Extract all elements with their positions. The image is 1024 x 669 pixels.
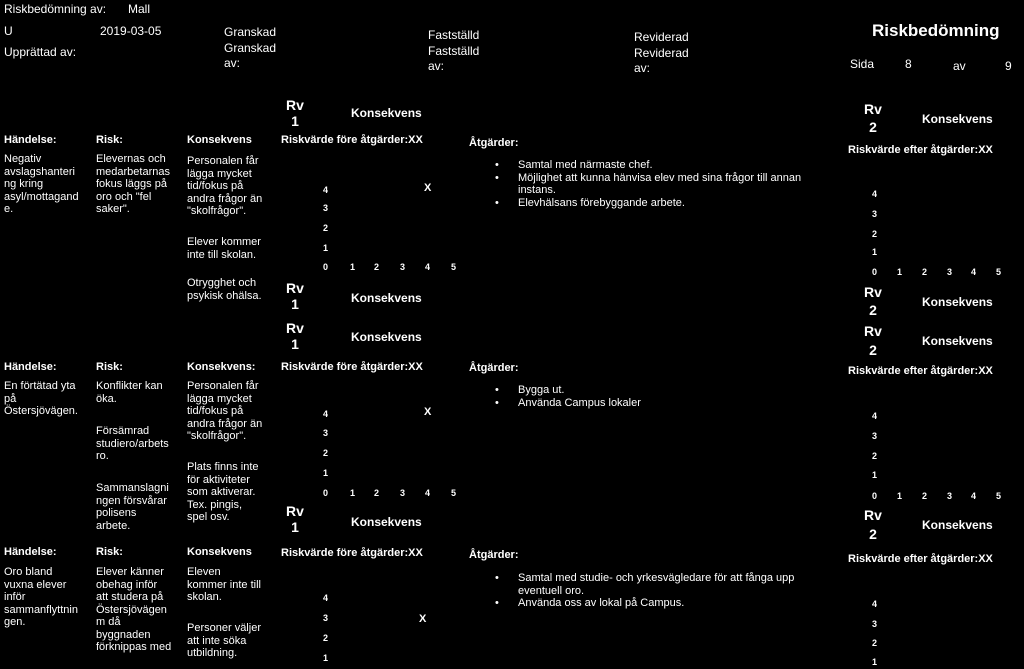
handelse-cell: Negativ avslagshanteri ng kring asyl/mottagand e. [4,153,79,215]
konsekvens-label: Konsekvens [351,515,422,529]
matrix-y-tick: 2 [872,451,878,461]
atgarder-item: • Samtal med närmaste chef. [488,159,818,172]
konsekvens-cell: Personalen får lägga mycket tid/fokus på andra frågor än "skolfrågor". [187,380,263,442]
risk-header: Risk: [96,134,123,146]
matrix-y-tick: 4 [872,599,878,609]
atgarder-item: • Bygga ut. [488,384,818,397]
rv1-number: 1 [291,519,299,535]
atgarder-item: • Samtal med studie- och yrkesvägledare för att fånga upp eventuell oro. [488,572,818,597]
matrix-x-tick: 3 [400,488,406,498]
risk-marker-x: X [424,182,432,194]
konsekvens-label: Konsekvens [922,518,993,532]
riskvarde-fore-label: Riskvärde före åtgärder:XX [281,547,423,559]
rv2-number: 2 [869,526,877,542]
matrix-y-tick: 4 [323,185,329,195]
konsekvens-cell: Eleven kommer inte till skolan. [187,566,261,603]
faststalld-av-label: Fastställd [428,44,480,58]
matrix-y-tick: 4 [872,189,878,199]
konsekvens-cell: Personer väljer att inte söka utbildning. [187,622,261,659]
risk-marker-x: X [424,406,432,418]
sida-label: Sida [850,57,875,71]
atgarder-item: • Använda Campus lokaler [488,397,818,410]
document-title: Riskbedömning [872,21,1000,40]
konsekvens-cell: Otrygghet och psykisk ohälsa. [187,277,262,302]
matrix-y-tick: 3 [323,428,329,438]
konsekvens-label: Konsekvens [351,291,422,305]
rv1-label: Rv [286,503,304,519]
risk-cell: Elever känner obehag inför att studera på Östersjövägen m då byggnaden förknippas med [96,566,172,653]
handelse-header: Händelse: [4,546,57,558]
handelse-cell: En förtätad yta på Östersjövägen. [4,380,78,417]
rv1-number: 1 [291,113,299,129]
riskbedomning-av-label: Riskbedömning av: [4,2,107,16]
matrix-x-tick: 5 [451,488,457,498]
matrix-y-tick: 4 [323,409,329,419]
faststalld-label: Fastställd [428,28,480,42]
granskad-av-label: Granskad [224,41,277,55]
rv2-number: 2 [869,342,877,358]
rv1-number: 1 [291,296,299,312]
atgarder-header: Åtgärder: [469,137,519,149]
konsekvens-header: Konsekvens [187,546,252,558]
atgarder-list [488,572,818,610]
riskvarde-fore-label: Riskvärde före åtgärder:XX [281,361,423,373]
matrix-y-tick: 2 [323,448,329,458]
riskvarde-efter-label: Riskvärde efter åtgärder:XX [848,365,993,377]
konsekvens-cell: Plats finns inte för aktiviteter som aktiverar. Tex. pingis, spel osv. [187,461,259,523]
rv1-number: 1 [291,336,299,352]
matrix-y-tick: 3 [872,209,878,219]
riskvarde-efter-label: Riskvärde efter åtgärder:XX [848,553,993,565]
matrix-x-tick: 5 [996,267,1002,277]
risk-marker-x: X [419,613,427,625]
matrix-y-tick: 3 [872,431,878,441]
rv2-label: Rv [864,507,882,523]
atgarder-item: • Elevhälsans förebyggande arbete. [488,197,818,210]
rv2-label: Rv [864,284,882,300]
riskvarde-efter-label: Riskvärde efter åtgärder:XX [848,144,993,156]
header-date: 2019-03-05 [100,24,162,38]
matrix-y-tick: 2 [872,229,878,239]
risk-header: Risk: [96,361,123,373]
matrix-y-tick: 4 [323,593,329,603]
matrix-x-tick: 3 [947,491,953,501]
matrix-x-tick: 4 [425,262,431,272]
risk-cell: Försämrad studiero/arbets ro. [96,425,169,462]
upprattad-av-label: Upprättad av: [4,45,77,59]
faststalld-av-suffix: av: [428,59,445,73]
matrix-x-tick: 3 [947,267,953,277]
rv2-label: Rv [864,101,882,117]
matrix-y-tick: 1 [323,243,329,253]
page-total: 9 [1005,59,1012,73]
matrix-y-tick: 3 [323,203,329,213]
atgarder-item: • Använda oss av lokal på Campus. [488,597,818,610]
matrix-x-tick: 2 [922,491,928,501]
konsekvens-header: Konsekvens: [187,361,256,373]
konsekvens-cell: Personalen får lägga mycket tid/fokus på andra frågor än "skolfrågor". [187,155,263,217]
atgarder-list [488,159,818,209]
matrix-x-tick: 4 [425,488,431,498]
riskbedomning-av-value: Mall [128,2,151,16]
reviderad-av-suffix: av: [634,61,651,75]
konsekvens-header: Konsekvens [187,134,252,146]
matrix-x-tick: 0 [872,491,878,501]
matrix-x-tick: 0 [323,488,329,498]
matrix-y-tick: 1 [872,657,878,667]
matrix-x-tick: 2 [374,262,380,272]
handelse-header: Händelse: [4,134,57,146]
matrix-x-tick: 1 [350,488,356,498]
matrix-x-tick: 5 [451,262,457,272]
matrix-y-tick: 2 [872,638,878,648]
matrix-y-tick: 1 [323,653,329,663]
rv2-number: 2 [869,119,877,135]
matrix-x-tick: 3 [400,262,406,272]
atgarder-item: • Möjlighet att kunna hänvisa elev med sina frågor till annan instans. [488,172,818,197]
konsekvens-label: Konsekvens [922,112,993,126]
konsekvens-label: Konsekvens [351,330,422,344]
konsekvens-label: Konsekvens [351,106,422,120]
atgarder-header: Åtgärder: [469,362,519,374]
matrix-y-tick: 1 [872,247,878,257]
matrix-x-tick: 0 [323,262,329,272]
risk-header: Risk: [96,546,123,558]
matrix-x-tick: 5 [996,491,1002,501]
handelse-header: Händelse: [4,361,57,373]
konsekvens-label: Konsekvens [922,295,993,309]
matrix-x-tick: 2 [374,488,380,498]
matrix-y-tick: 2 [323,633,329,643]
handelse-cell: Oro bland vuxna elever inför sammanflyttnin gen. [4,566,78,628]
u-label: U [4,24,13,38]
matrix-y-tick: 2 [323,223,329,233]
matrix-y-tick: 4 [872,411,878,421]
atgarder-list [488,384,818,409]
rv2-number: 2 [869,302,877,318]
matrix-x-tick: 4 [971,491,977,501]
matrix-x-tick: 0 [872,267,878,277]
granskad-av-suffix: av: [224,56,241,70]
matrix-x-tick: 1 [897,267,903,277]
risk-cell: Sammanslagni ngen försvårar polisens arbete. [96,482,169,532]
atgarder-header: Åtgärder: [469,549,519,561]
page-current: 8 [905,57,912,71]
granskad-label: Granskad [224,25,277,39]
av-label: av [953,59,966,73]
konsekvens-label: Konsekvens [922,334,993,348]
rv2-label: Rv [864,323,882,339]
matrix-x-tick: 1 [350,262,356,272]
matrix-y-tick: 1 [323,468,329,478]
reviderad-label: Reviderad [634,30,689,44]
risk-cell: Elevernas och medarbetarnas fokus läggs på oro och "fel saker". [96,153,170,215]
reviderad-av-label: Reviderad [634,46,689,60]
riskvarde-fore-label: Riskvärde före åtgärder:XX [281,134,423,146]
rv1-label: Rv [286,280,304,296]
rv1-label: Rv [286,97,304,113]
matrix-y-tick: 3 [872,619,878,629]
rv1-label: Rv [286,320,304,336]
matrix-x-tick: 2 [922,267,928,277]
matrix-x-tick: 1 [897,491,903,501]
matrix-x-tick: 4 [971,267,977,277]
matrix-y-tick: 3 [323,613,329,623]
matrix-y-tick: 1 [872,470,878,480]
konsekvens-cell: Elever kommer inte till skolan. [187,236,261,261]
risk-cell: Konflikter kan öka. [96,380,163,405]
